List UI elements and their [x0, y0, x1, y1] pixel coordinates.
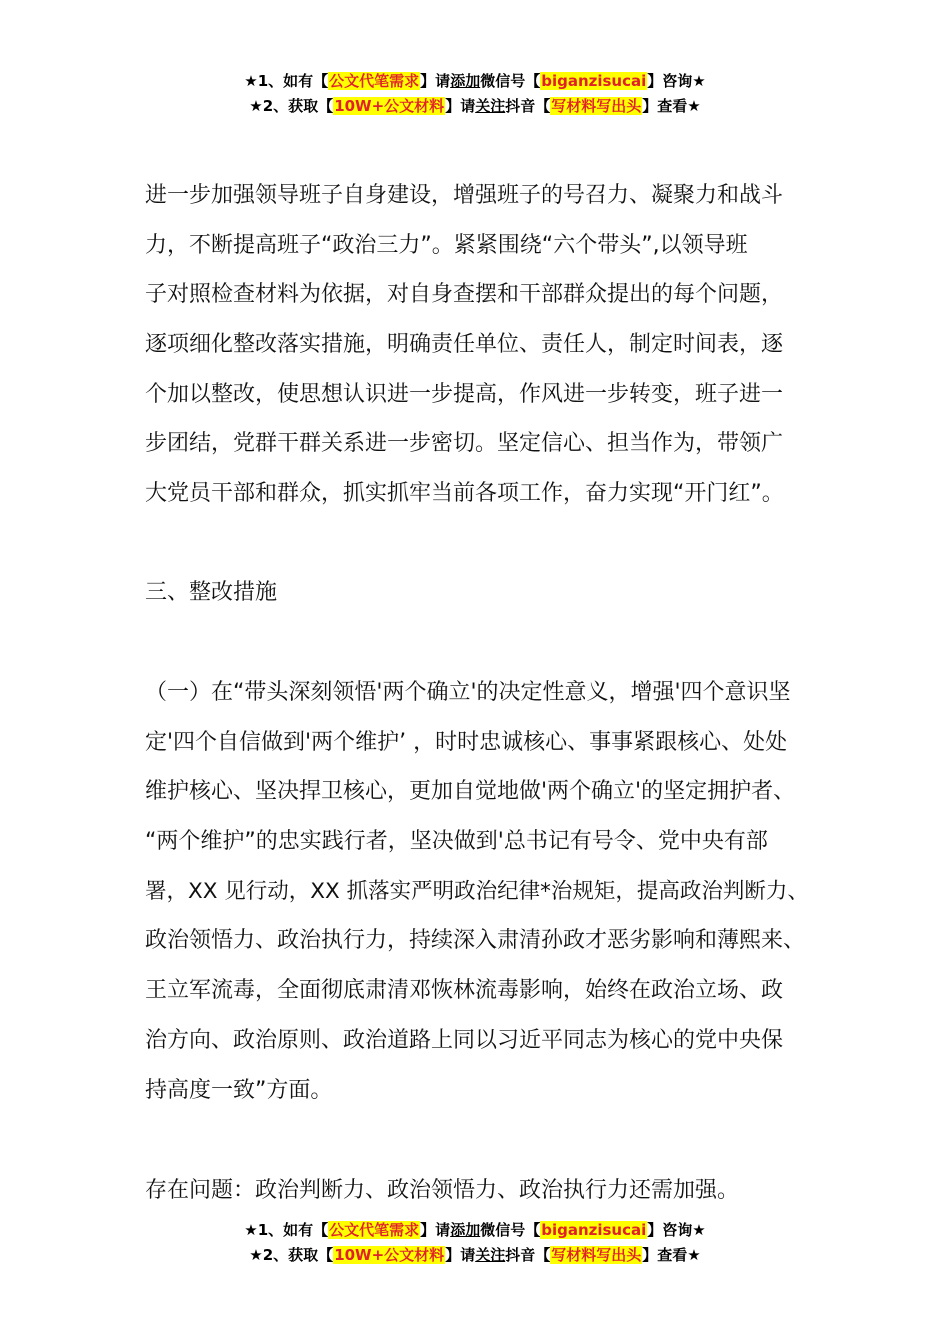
banner-line-2 [0, 1243, 950, 1268]
text-line: 力，不断提高班子“政治三力”。紧紧围绕“六个带头”,以领导班 [145, 232, 748, 258]
text-line: （一）在“带头深刻领悟'两个确立'的决定性意义，增强'四个意识坚 [145, 680, 791, 705]
banner-underlined: 关注 [475, 97, 506, 115]
banner-highlight: 写材料写出头 [551, 1246, 642, 1264]
banner-line-1 [0, 1218, 950, 1243]
text-line: 个加以整改，使思想认识进一步提高，作风进一步转变，班子进一 [145, 381, 784, 407]
banner-text: 抖音【 [505, 1246, 551, 1264]
banner-line-2 [0, 94, 950, 119]
banner-text: 】请 [445, 97, 476, 115]
text-line: 定'四个自信做到'两个维护’ ，时时忠诚核心、事事紧跟核心、处处 [145, 729, 788, 755]
banner-underlined: 关注 [475, 1246, 506, 1264]
paragraph-intro [145, 171, 817, 519]
text-line: 大党员干部和群众，抓实抓牢当前各项工作，奋力实现“开门红”。 [145, 481, 784, 507]
footer-banner [0, 1218, 950, 1268]
section-heading [145, 568, 817, 618]
text-line: 王立军流毒，全面彻底肃清邓恢林流毒影响，始终在政治立场、政 [145, 978, 784, 1004]
banner-text: 】咨询★ [647, 1221, 706, 1239]
banner-underlined: 添加 [450, 1221, 481, 1239]
banner-highlight: biganzisucai [541, 72, 647, 90]
text-line: 进一步加强领导班子自身建设，增强班子的号召力、凝聚力和战斗 [145, 183, 784, 208]
text-line: 持高度一致”方面。 [145, 1077, 333, 1103]
banner-text: ★2、获取【 [249, 97, 334, 115]
banner-text: ★2、获取【 [249, 1246, 334, 1264]
banner-text: 】咨询★ [647, 72, 706, 90]
banner-text: ★1、如有【 [244, 72, 329, 90]
paragraph-measure-1 [145, 668, 817, 1115]
banner-highlight: biganzisucai [541, 1221, 647, 1239]
text-line: 政治领悟力、政治执行力，持续深入肃清孙政才恶劣影响和薄熙来、 [145, 928, 806, 954]
banner-text: 】请 [445, 1246, 476, 1264]
banner-text: 】请 [420, 72, 451, 90]
text-line: 步团结，党群干群关系进一步密切。坚定信心、担当作为，带领广 [145, 431, 784, 457]
banner-text: 抖音【 [505, 97, 551, 115]
banner-underlined: 添加 [450, 72, 481, 90]
banner-text: 】查看★ [642, 97, 701, 115]
heading-text: 三、整改措施 [145, 580, 278, 605]
banner-text: ★1、如有【 [244, 1221, 329, 1239]
banner-highlight: 公文代笔需求 [329, 1221, 420, 1239]
text-line: 署，XX 见行动，XX 抓落实严明政治纪律*治规矩，提高政治判断力、 [145, 878, 809, 904]
banner-highlight: 10W+公文材料 [334, 97, 445, 115]
text-line: 子对照检查材料为依据，对自身查摆和干部群众提出的每个问题， [145, 282, 784, 308]
banner-text: 】查看★ [642, 1246, 701, 1264]
text-line: 维护核心、坚决捍卫核心，更加自觉地做'两个确立'的坚定拥护者、 [145, 779, 796, 805]
banner-highlight: 写材料写出头 [551, 97, 642, 115]
text-line: “两个维护”的忠实践行者，坚决做到'总书记有号令、党中央有部 [145, 829, 768, 855]
text-line: 治方向、政治原则、政治道路上同以习近平同志为核心的党中央保 [145, 1027, 784, 1053]
text-line: 存在问题：政治判断力、政治领悟力、政治执行力还需加强。 [145, 1178, 740, 1203]
paragraph-problem [145, 1166, 817, 1216]
banner-text: 】请 [420, 1221, 451, 1239]
banner-highlight: 公文代笔需求 [329, 72, 420, 90]
banner-highlight: 10W+公文材料 [334, 1246, 445, 1264]
banner-text: 微信号【 [480, 72, 541, 90]
banner-text: 微信号【 [480, 1221, 541, 1239]
banner-line-1 [0, 69, 950, 94]
header-banner [0, 69, 950, 119]
text-line: 逐项细化整改落实措施，明确责任单位、责任人，制定时间表，逐 [145, 332, 784, 358]
